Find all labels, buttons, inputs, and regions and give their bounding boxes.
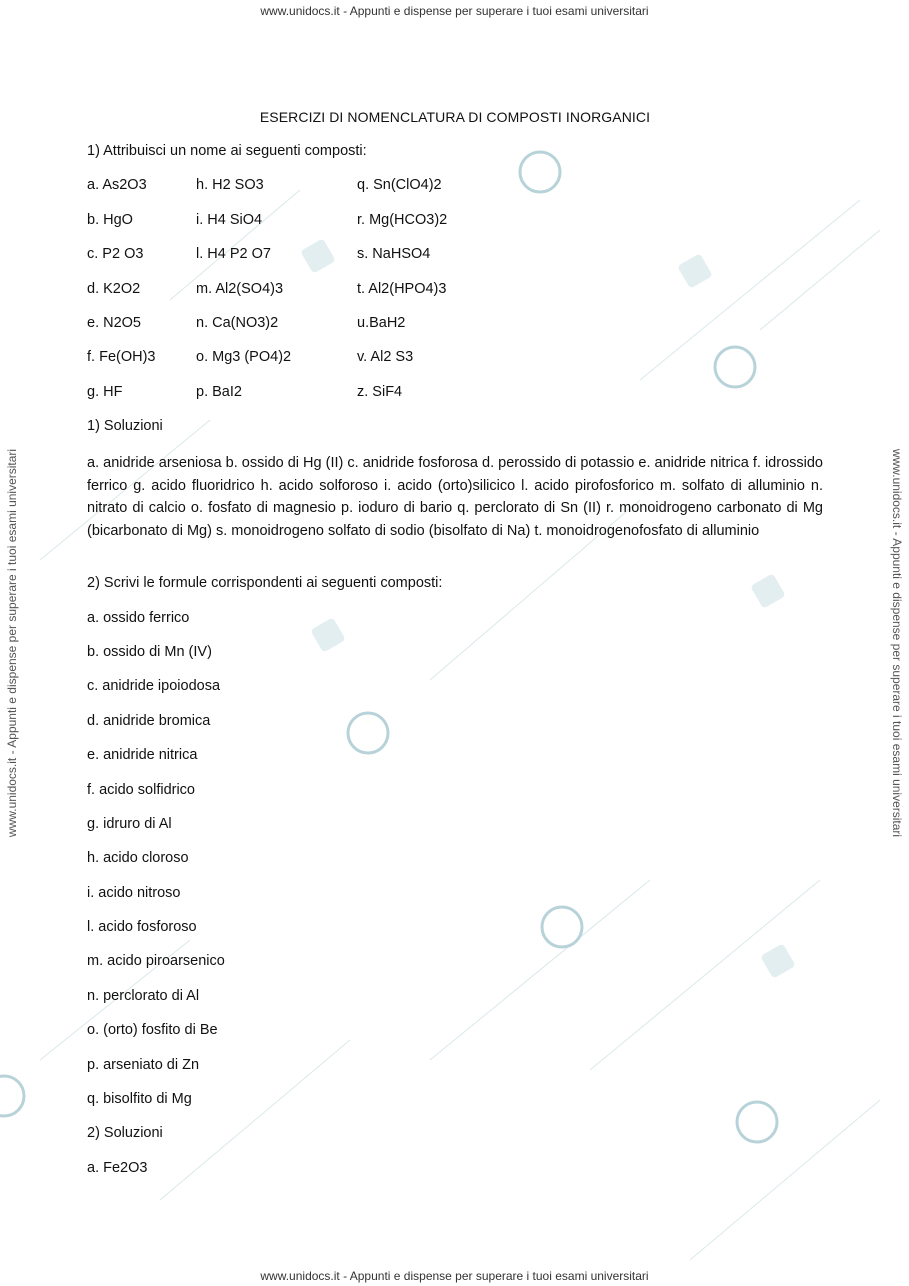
- list-item: h. acido cloroso: [87, 850, 189, 866]
- list-item: c. anidride ipoiodosa: [87, 678, 221, 694]
- watermark-side-left: www.unidocs.it - Appunti e dispense per superare i tuoi esami universitari: [5, 448, 19, 838]
- list-item: e. anidride nitrica: [87, 747, 198, 763]
- list-item: n. perclorato di Al: [87, 988, 200, 1004]
- list-item: l. acido fosforoso: [87, 919, 197, 935]
- compound-item: o. Mg3 (PO4)2: [196, 349, 292, 365]
- list-item: q. bisolfito di Mg: [87, 1091, 192, 1107]
- compound-item: g. HF: [87, 384, 123, 400]
- list-item: b. ossido di Mn (IV): [87, 644, 212, 660]
- logo-watermark-icon: [348, 713, 388, 753]
- compound-item: t. Al2(HPO4)3: [357, 281, 447, 297]
- list-item: m. acido piroarsenico: [87, 953, 225, 969]
- compound-item: c. P2 O3: [87, 246, 144, 262]
- compound-item: i. H4 SiO4: [196, 212, 263, 228]
- compound-item: s. NaHSO4: [357, 246, 431, 262]
- watermark-side-right: www.unidocs.it - Appunti e dispense per superare i tuoi esami universitari: [890, 448, 904, 838]
- list-item: p. arseniato di Zn: [87, 1057, 200, 1073]
- logo-watermark-icon: [542, 907, 582, 947]
- list-item: g. idruro di Al: [87, 816, 172, 832]
- compound-item: b. HgO: [87, 212, 133, 228]
- list-item: a. Fe2O3: [87, 1160, 148, 1176]
- compound-item: n. Ca(NO3)2: [196, 315, 279, 331]
- exercise-2-heading: 2) Scrivi le formule corrispondenti ai seguenti composti:: [87, 575, 443, 591]
- compound-item: q. Sn(ClO4)2: [357, 177, 442, 193]
- list-item: i. acido nitroso: [87, 885, 181, 901]
- compound-item: l. H4 P2 O7: [196, 246, 271, 262]
- document-title: ESERCIZI DI NOMENCLATURA DI COMPOSTI INORGANICI: [259, 109, 651, 125]
- list-item: o. (orto) fosfito di Be: [87, 1022, 218, 1038]
- exercise-1-heading: 1) Attribuisci un nome ai seguenti composti:: [87, 143, 367, 159]
- solutions-1-paragraph: a. anidride arseniosa b. ossido di Hg (II) c. anidride fosforosa d. perossido di potassio e. anidride nitrica f. idrossido ferrico g. acido fluoridrico h. acido solforoso i. acido (orto)silicico l. acido pirofosforico m. solfato di alluminio n. nitrato di calcio o. fosfato di magnesio p. ioduro di bario q. perclorato di Sn (II) r. monoidrogeno carbonato di Mg (bicarbonato di Mg) s. monoidrogeno solfato di sodio (bisolfato di Na) t. monoidrogenofosfato di alluminio: [87, 455, 823, 539]
- compound-item: v. Al2 S3: [357, 349, 414, 365]
- list-item: d. anidride bromica: [87, 713, 211, 729]
- solutions-2-heading: 2) Soluzioni: [87, 1125, 163, 1141]
- watermark-banner-top: www.unidocs.it - Appunti e dispense per superare i tuoi esami universitari: [260, 4, 649, 18]
- compound-item: h. H2 SO3: [196, 177, 264, 193]
- compound-item: e. N2O5: [87, 315, 141, 331]
- compound-item: p. BaI2: [196, 384, 242, 400]
- list-item: a. ossido ferrico: [87, 610, 190, 626]
- watermark-banner-bottom: www.unidocs.it - Appunti e dispense per superare i tuoi esami universitari: [260, 1269, 649, 1283]
- logo-watermark-icon: [715, 347, 755, 387]
- compound-item: r. Mg(HCO3)2: [357, 212, 448, 228]
- solutions-1-heading: 1) Soluzioni: [87, 418, 163, 434]
- logo-watermark-icon: [737, 1102, 777, 1142]
- compound-item: z. SiF4: [357, 384, 403, 400]
- compound-item: f. Fe(OH)3: [87, 349, 156, 365]
- logo-watermark-icon: [0, 1076, 24, 1116]
- compound-item: a. As2O3: [87, 177, 147, 193]
- list-item: f. acido solfidrico: [87, 782, 195, 798]
- compound-item: u.BaH2: [357, 315, 406, 331]
- logo-watermark-icon: [520, 152, 560, 192]
- compound-item: m. Al2(SO4)3: [196, 281, 284, 297]
- compound-item: d. K2O2: [87, 281, 141, 297]
